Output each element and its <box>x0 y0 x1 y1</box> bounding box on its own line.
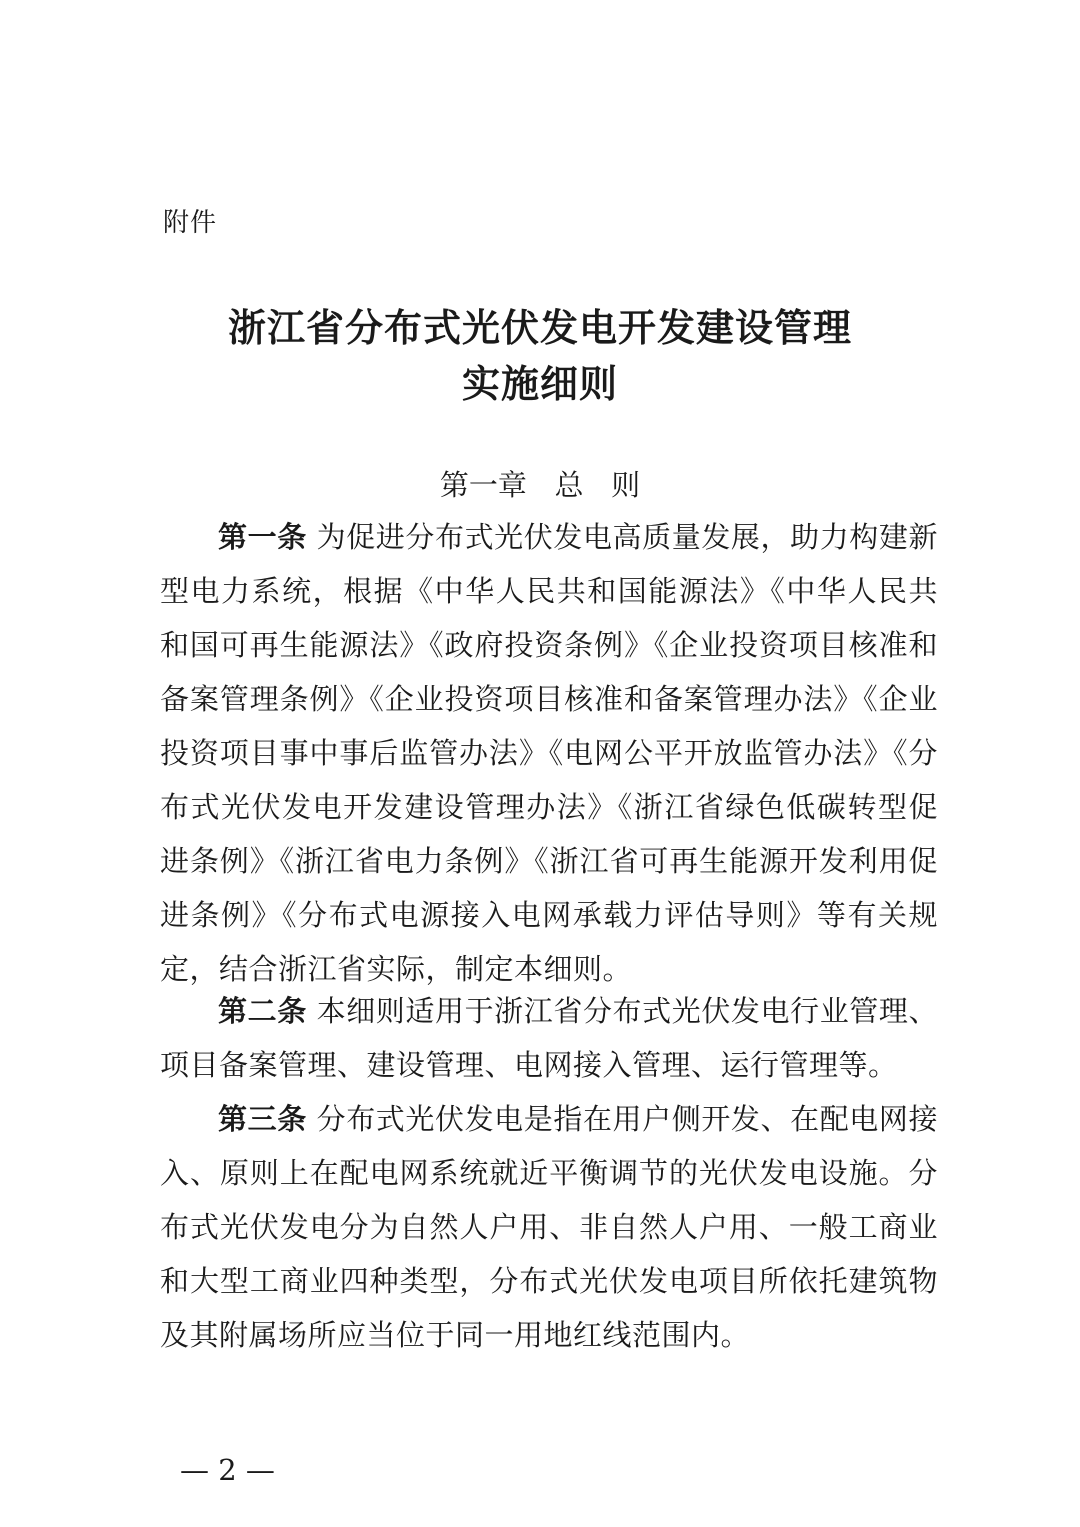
article-2 <box>160 984 938 1092</box>
article-2-heading: 第二条 <box>218 994 307 1028</box>
page-number: — 2 — <box>180 1453 275 1487</box>
attachment-label: 附件 <box>163 208 218 238</box>
article-3-text: 分布式光伏发电是指在用户侧开发、在配电网接入、原则上在配电网系统就近平衡调节的光伏发电设施。分布式光伏发电分为自然人户用、非自然人户用、一般工商业和大型工商业四种类型，分布式光伏发电项目所依托建筑物及其附属场所应当位于同一用地红线范围内。 <box>160 1102 938 1352</box>
article-3-heading: 第三条 <box>218 1102 307 1136</box>
chapter-heading: 第一章 总 则 <box>439 468 641 502</box>
article-2-text: 本细则适用于浙江省分布式光伏发电行业管理、项目备案管理、建设管理、电网接入管理、运行管理等。 <box>160 994 938 1082</box>
article-1-text: 为促进分布式光伏发电高质量发展，助力构建新型电力系统，根据《中华人民共和国能源法》《中华人民共和国可再生能源法》《政府投资条例》《企业投资项目核准和备案管理条例》《企业投资项目核准和备案管理办法》《企业投资项目事中事后监管办法》《电网公平开放监管办法》《分布式光伏发电开发建设管理办法》《浙江省绿色低碳转型促进条例》《浙江省电力条例》《浙江省可再生能源开发利用促进条例》《分布式电源接入电网承载力评估导则》等有关规定，结合浙江省实际，制定本细则。 <box>160 520 938 986</box>
article-1-heading: 第一条 <box>218 520 307 554</box>
article-3 <box>160 1092 938 1362</box>
document-title <box>0 300 1080 412</box>
document-title-line-2: 实施细则 <box>461 361 618 406</box>
article-1 <box>160 510 938 996</box>
document-title-line-1: 浙江省分布式光伏发电开发建设管理 <box>227 305 852 350</box>
